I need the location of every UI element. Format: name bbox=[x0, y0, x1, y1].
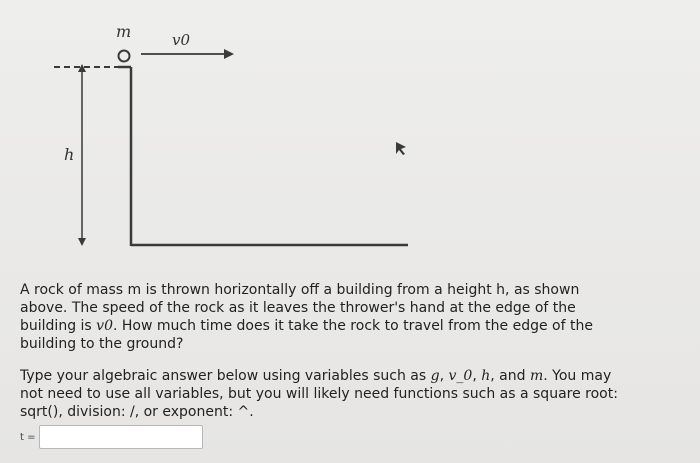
question-text bbox=[20, 281, 610, 353]
v0-symbol: v0 bbox=[96, 318, 113, 334]
question-sentence: A rock of mass m is thrown horizontally off a building from a height h, as shown above. The speed of the rock as it leaves the thrower's hand at the edge of the building is bbox=[20, 282, 580, 334]
answer-row bbox=[20, 424, 203, 450]
height-label: h bbox=[64, 145, 75, 164]
instructions-text: Type your algebraic answer below using variables such as g, v_0, h, and m. You may not need to use all variables, but you will likely need functions such as a square root: sqrt(), division: /, or exponent: ^. bbox=[20, 368, 618, 420]
answer-input[interactable] bbox=[39, 425, 203, 449]
rock-circle bbox=[119, 51, 130, 62]
var-h: h bbox=[481, 368, 491, 384]
instructions-part2: . You may not need to use all variables, but you will likely need functions such as a square root: sqrt(), division: /, or exponent: ^. bbox=[20, 368, 618, 420]
instructions-and: , and bbox=[490, 368, 526, 384]
mass-label: m bbox=[116, 22, 132, 41]
answer-label: t = bbox=[20, 431, 36, 443]
velocity-label: v0 bbox=[172, 31, 191, 49]
var-g: g bbox=[430, 368, 440, 384]
mouse-cursor-icon bbox=[396, 142, 406, 155]
velocity-arrowhead-icon bbox=[224, 49, 234, 59]
instructions-part1: Type your algebraic answer below using variables such as bbox=[20, 368, 427, 384]
var-v0: v_0 bbox=[448, 368, 473, 384]
question-sentence-end: . How much time does it take the rock to travel from the edge of the building to the ground? bbox=[20, 318, 593, 352]
var-m: m bbox=[529, 368, 544, 384]
height-arrow-down-icon bbox=[78, 238, 86, 246]
